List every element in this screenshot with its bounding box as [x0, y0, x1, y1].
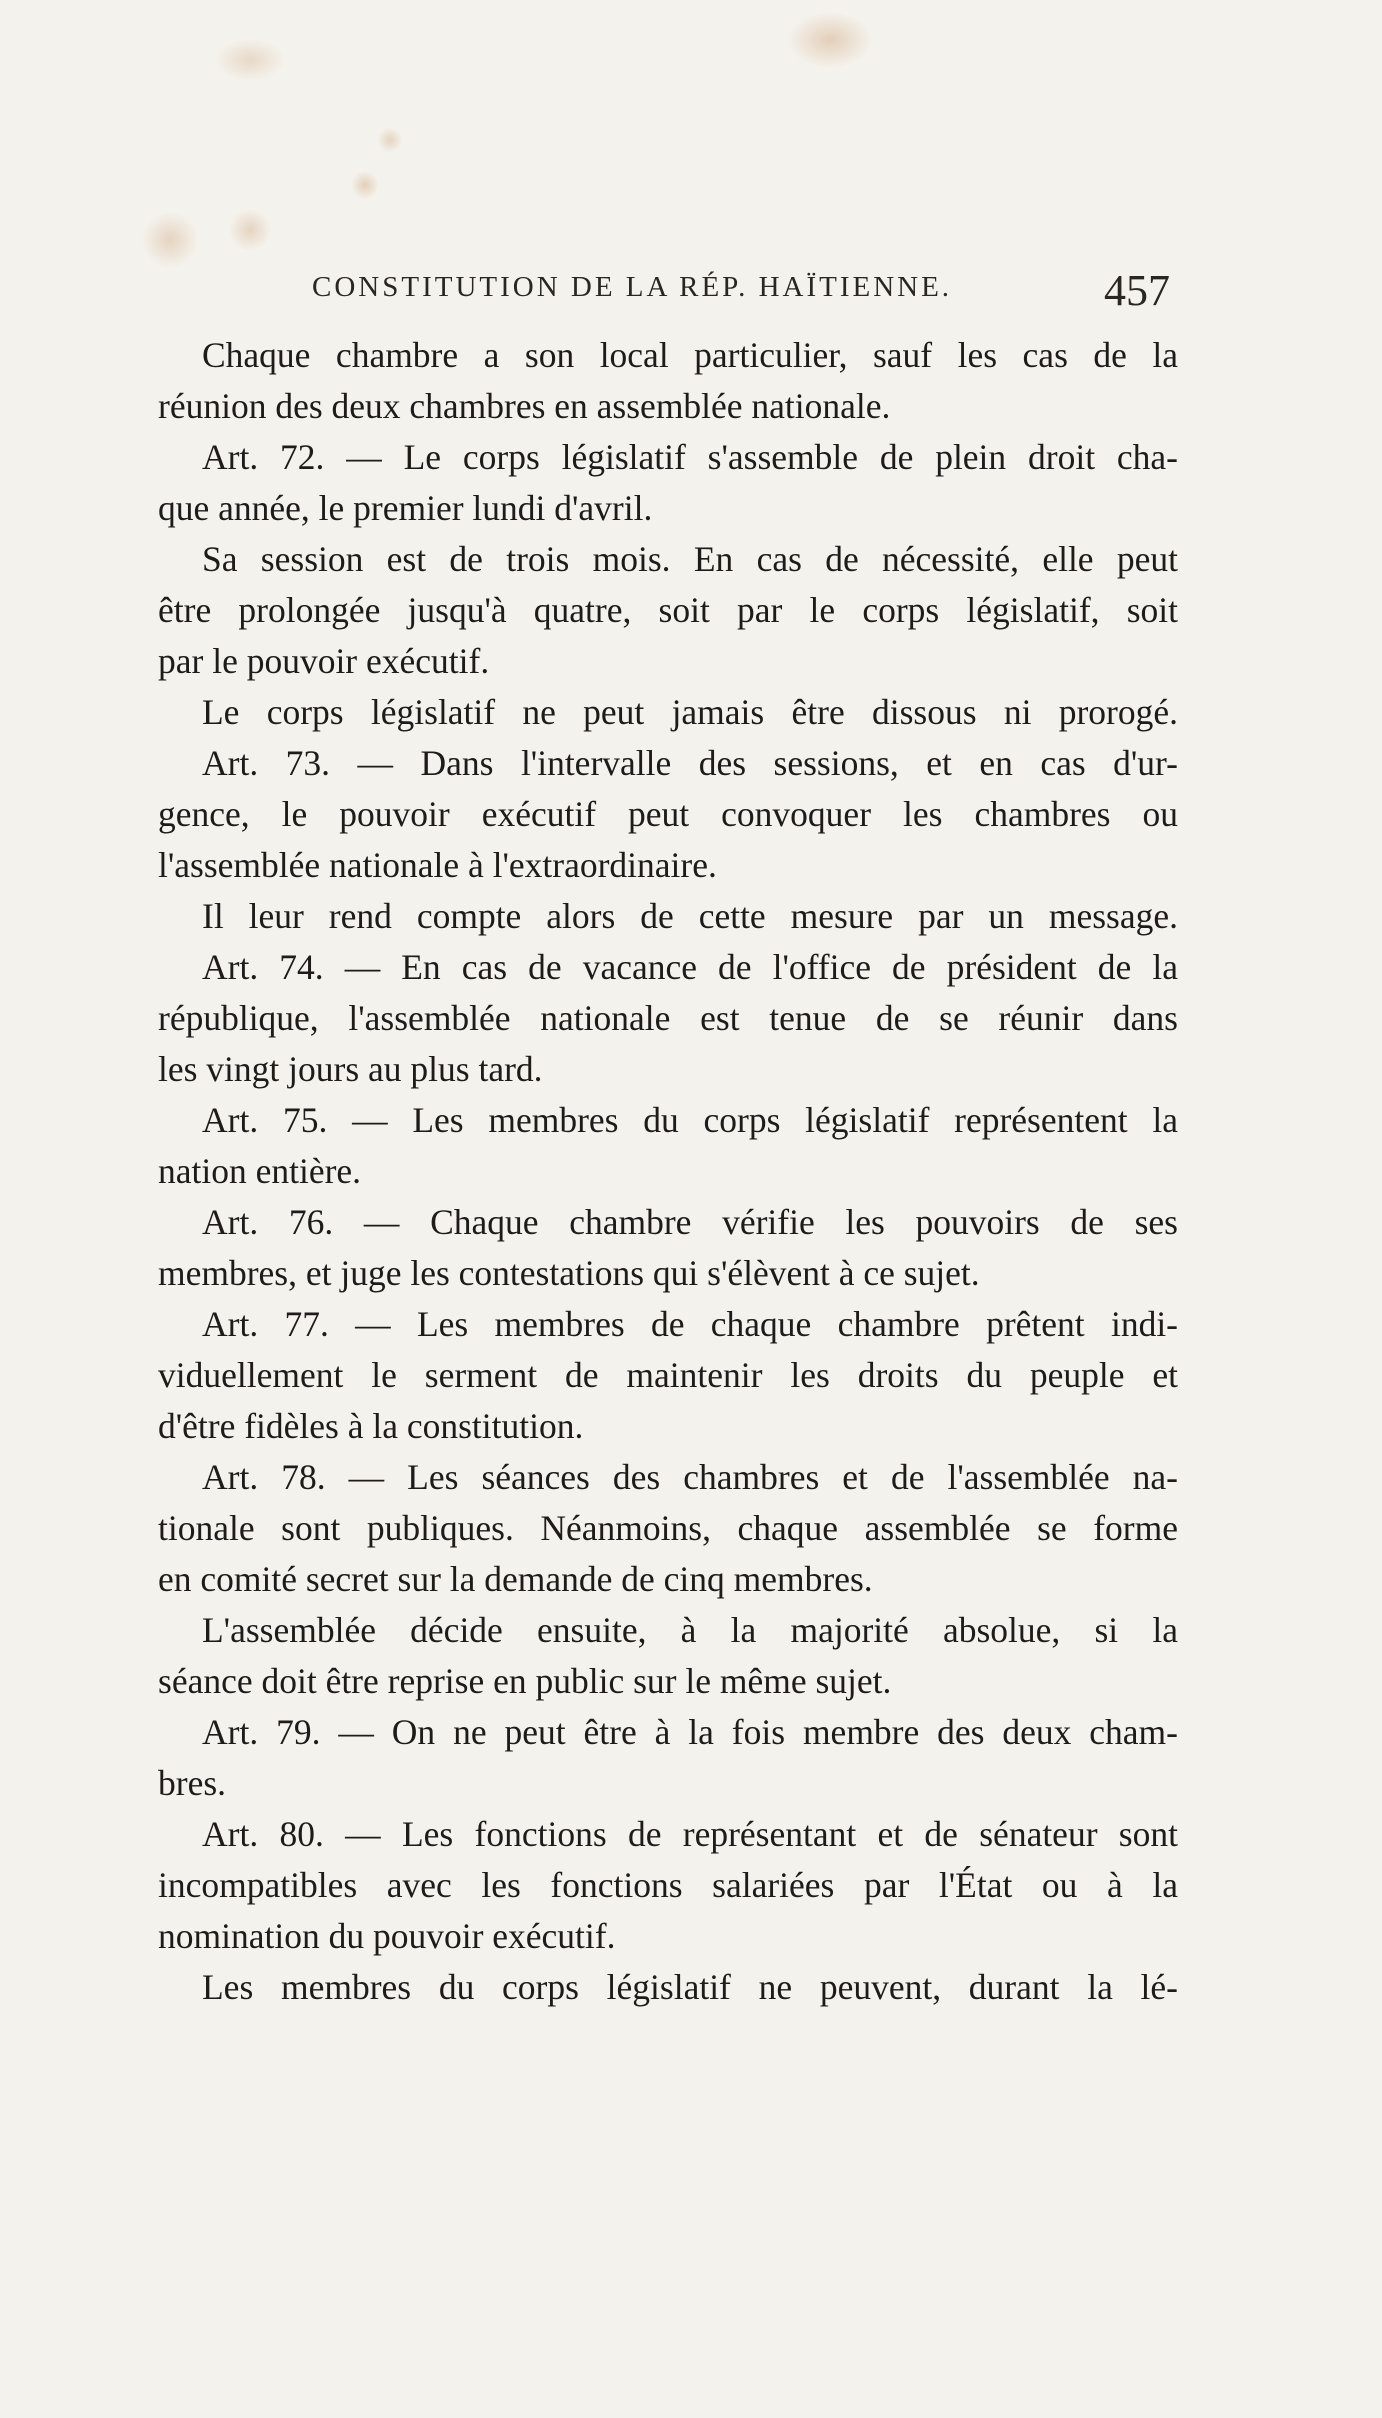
- article-76-line: Art. 76. — Chaque chambre vérifie les pouvoirs de ses: [202, 1202, 1178, 1242]
- text-line: incompatibles avec les fonctions salariées par l'État ou à la: [158, 1865, 1178, 1905]
- text-line: république, l'assemblée nationale est tenue de se réunir dans: [158, 998, 1178, 1038]
- text-line: gence, le pouvoir exécutif peut convoquer les chambres ou: [158, 794, 1178, 834]
- text-line: nomination du pouvoir exécutif.: [158, 1916, 616, 1956]
- article-72-line: Art. 72. — Le corps législatif s'assemble de plein droit cha-: [202, 437, 1178, 477]
- text-line: Chaque chambre a son local particulier, sauf les cas de la: [202, 335, 1178, 375]
- text-line: membres, et juge les contestations qui s'élèvent à ce sujet.: [158, 1253, 980, 1293]
- page-header: [312, 265, 1170, 315]
- article-74-line: Art. 74. — En cas de vacance de l'office de président de la: [202, 947, 1178, 987]
- text-line: être prolongée jusqu'à quatre, soit par le corps législatif, soit: [158, 590, 1178, 630]
- text-line: L'assemblée décide ensuite, à la majorité absolue, si la: [202, 1610, 1178, 1650]
- text-line: l'assemblée nationale à l'extraordinaire.: [158, 845, 717, 885]
- text-line: nation entière.: [158, 1151, 362, 1191]
- text-line: tionale sont publiques. Néanmoins, chaque assemblée se forme: [158, 1508, 1178, 1548]
- text-line: que année, le premier lundi d'avril.: [158, 488, 653, 528]
- text-line: Le corps législatif ne peut jamais être dissous ni prorogé.: [202, 692, 1178, 732]
- article-73-line: Art. 73. — Dans l'intervalle des sessions, et en cas d'ur-: [202, 743, 1178, 783]
- text-line: par le pouvoir exécutif.: [158, 641, 490, 681]
- text-line: viduellement le serment de maintenir les droits du peuple et: [158, 1355, 1178, 1395]
- text-line: Sa session est de trois mois. En cas de nécessité, elle peut: [202, 539, 1178, 579]
- article-77-line: Art. 77. — Les membres de chaque chambre prêtent indi-: [202, 1304, 1178, 1344]
- text-line: Les membres du corps législatif ne peuvent, durant la lé-: [202, 1967, 1178, 2007]
- text-line: réunion des deux chambres en assemblée nationale.: [158, 386, 891, 426]
- article-78-line: Art. 78. — Les séances des chambres et de l'assemblée na-: [202, 1457, 1178, 1497]
- text-line: en comité secret sur la demande de cinq membres.: [158, 1559, 873, 1599]
- text-line: d'être fidèles à la constitution.: [158, 1406, 584, 1446]
- text-line: Il leur rend compte alors de cette mesure par un message.: [202, 896, 1178, 936]
- article-75-line: Art. 75. — Les membres du corps législatif représentent la: [202, 1100, 1178, 1140]
- article-80-line: Art. 80. — Les fonctions de représentant et de sénateur sont: [202, 1814, 1178, 1854]
- text-line: séance doit être reprise en public sur le même sujet.: [158, 1661, 892, 1701]
- page-number: 457: [1104, 266, 1170, 315]
- article-79-line: Art. 79. — On ne peut être à la fois membre des deux cham-: [202, 1712, 1178, 1752]
- running-title: CONSTITUTION DE LA RÉP. HAÏTIENNE.: [312, 271, 953, 303]
- body-text: [158, 330, 1178, 2013]
- text-line: les vingt jours au plus tard.: [158, 1049, 543, 1089]
- text-line: bres.: [158, 1763, 227, 1803]
